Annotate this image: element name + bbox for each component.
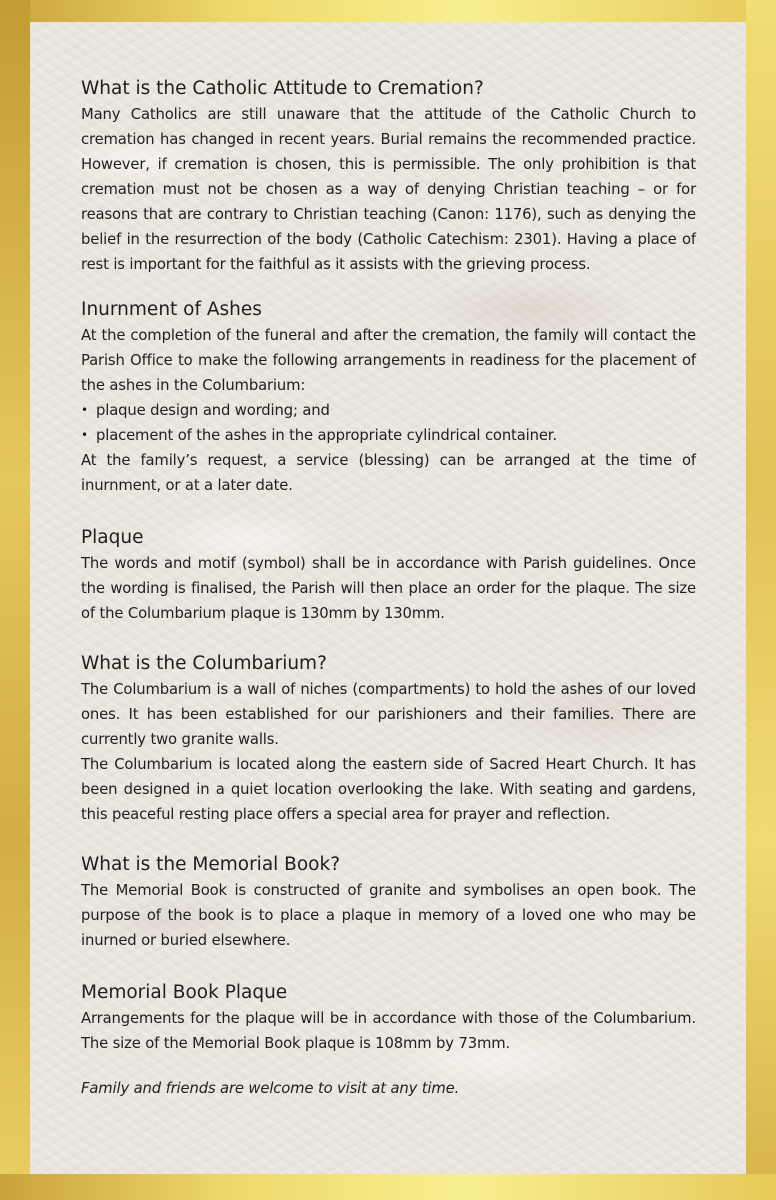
gold-frame-top	[0, 0, 776, 22]
section-paragraph: Many Catholics are still unaware that the attitude of the Catholic Church to cremation has changed in recent years. Burial remains the recommended practice. However, if cremation is chosen, this is permissible. The only prohibition is that cremation must not be chosen as a way of denying Christian teaching – or for reasons that are contrary to Christian teaching (Canon: 1176), such as denying the belief in the resurrection of the body (Catholic Catechism: 2301). Having a place of rest is important for the faithful as it assists with the grieving process.	[81, 106, 696, 273]
section-cremation-attitude	[81, 76, 696, 277]
arrangements-list	[81, 398, 696, 448]
section-paragraph: At the family’s request, a service (blessing) can be arranged at the time of inurnment, or at a later date.	[81, 452, 696, 494]
section-paragraph: At the completion of the funeral and after the cremation, the family will contact the Parish Office to make the following arrangements in readiness for the placement of the ashes in the Columbarium:	[81, 327, 696, 394]
section-paragraph: The Columbarium is located along the eastern side of Sacred Heart Church. It has been designed in a quiet location overlooking the lake. With seating and gardens, this peaceful resting place offers a special area for prayer and reflection.	[81, 756, 696, 823]
section-paragraph: The Memorial Book is constructed of granite and symbolises an open book. The purpose of the book is to place a plaque in memory of a loved one who may be inurned or buried elsewhere.	[81, 882, 696, 949]
section-heading: What is the Catholic Attitude to Cremation?	[81, 78, 484, 99]
section-inurnment-of-ashes	[81, 297, 696, 498]
section-memorial-book	[81, 852, 696, 953]
section-memorial-book-plaque	[81, 980, 696, 1056]
list-item: • placement of the ashes in the appropriate cylindrical container.	[81, 423, 696, 448]
section-heading: Inurnment of Ashes	[81, 299, 262, 320]
document-body	[81, 76, 696, 1101]
gold-frame-bottom	[0, 1174, 776, 1200]
section-plaque	[81, 525, 696, 626]
closing-note: Family and friends are welcome to visit at any time.	[81, 1080, 460, 1097]
gold-frame-right	[746, 0, 776, 1200]
section-heading: What is the Columbarium?	[81, 653, 327, 674]
section-heading: Memorial Book Plaque	[81, 982, 288, 1003]
gold-frame-left	[0, 0, 30, 1200]
section-heading: Plaque	[81, 527, 144, 548]
section-paragraph: Arrangements for the plaque will be in accordance with those of the Columbarium. The size of the Memorial Book plaque is 108mm by 73mm.	[81, 1010, 696, 1052]
section-heading: What is the Memorial Book?	[81, 854, 341, 875]
section-paragraph: The Columbarium is a wall of niches (compartments) to hold the ashes of our loved ones. It has been established for our parishioners and their families. There are currently two granite walls.	[81, 681, 696, 748]
section-paragraph: The words and motif (symbol) shall be in accordance with Parish guidelines. Once the wording is finalised, the Parish will then place an order for the plaque. The size of the Columbarium plaque is 130mm by 130mm.	[81, 555, 696, 622]
list-item: • plaque design and wording; and	[81, 398, 696, 423]
section-columbarium	[81, 651, 696, 827]
